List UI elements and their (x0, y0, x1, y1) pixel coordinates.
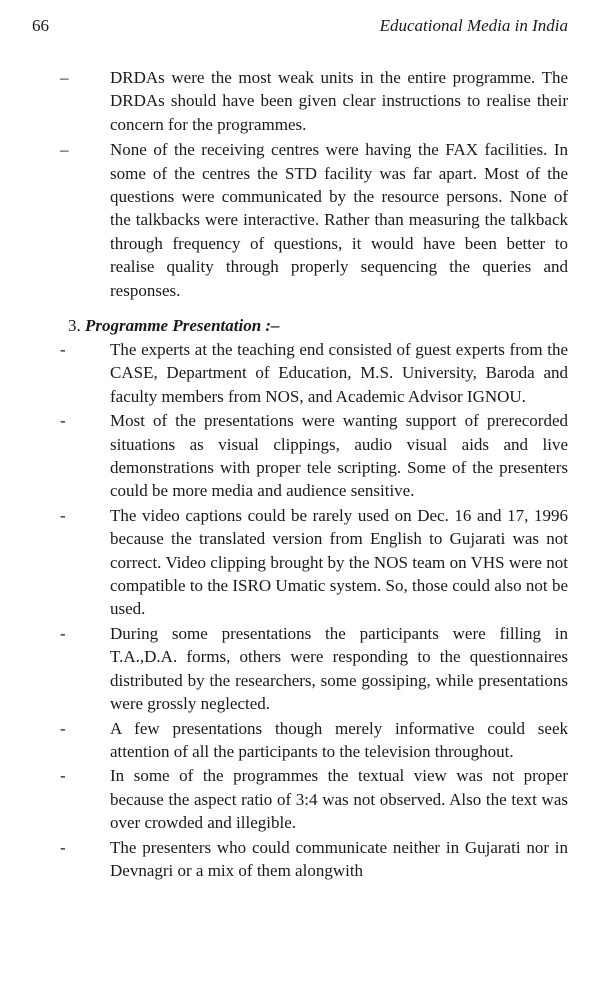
list-item-text: A few presentations though merely informative could seek attention of all the participants to the television throughout. (110, 718, 568, 761)
running-title: Educational Media in India (379, 16, 568, 35)
dash-bullet: - (60, 837, 66, 857)
dash-bullet: - (60, 340, 66, 359)
dash-bullet: – (60, 140, 69, 160)
list-item-text: None of the receiving centres were having the FAX facilities. In some of the centres the STD facility was far apart. Most of the questions were communicated by the resource persons. None of the talkbacks were interactive. Rather than measuring the talkback through frequency of questions, it would have been better to realise quality through properly sequencing the queries and responses. (110, 140, 568, 300)
list-item (60, 836, 568, 883)
list-item (60, 138, 568, 302)
page-number: 66 (32, 16, 49, 35)
list-item (60, 764, 568, 834)
list-item (60, 504, 568, 621)
list-item-text: The presenters who could communicate neither in Gujarati nor in Devnagri or a mix of them alongwith (110, 837, 568, 880)
list-item (60, 622, 568, 716)
list-item (60, 717, 568, 764)
list-item-text: In some of the programmes the textual view was not proper because the aspect ratio of 3:4 was not observed. Also the text was over crowded and illegible. (110, 766, 568, 833)
list-item-text: DRDAs were the most weak units in the entire programme. The DRDAs should have been given clear instructions to realise their concern for the programmes. (110, 68, 568, 134)
list-item-text: During some presentations the participants were filling in T.A.,D.A. forms, others were responding to the questionnaires distributed by the researchers, some gossiping, while presentations were grossly neglected. (110, 623, 568, 714)
dash-bullet: – (60, 68, 69, 87)
top-list (60, 66, 568, 302)
list-item (60, 409, 568, 503)
dash-bullet: - (60, 766, 66, 786)
list-item-text: The video captions could be rarely used on Dec. 16 and 17, 1996 because the translated version from English to Gujarati was not correct. Video clipping brought by the NOS team on VHS were not compatible to the ISRO Umatic system. So, those could also not be used. (110, 505, 568, 619)
dash-bullet: - (60, 411, 66, 431)
section-number: 3. (68, 316, 81, 335)
page-header (32, 16, 568, 40)
section-list (60, 338, 568, 882)
list-item-text: The experts at the teaching end consisted of guest experts from the CASE, Department of Education, M.S. University, Baroda and faculty members from NOS, and Academic Advisor IGNOU. (110, 340, 568, 406)
list-item (60, 338, 568, 408)
dash-bullet: - (60, 623, 66, 643)
dash-bullet: - (60, 505, 66, 525)
list-item (60, 66, 568, 136)
section-title: Programme Presentation :– (85, 316, 280, 335)
section-heading (68, 314, 280, 337)
list-item-text: Most of the presentations were wanting support of prerecorded situations as visual clippings, audio visual aids and live demonstrations with proper tele scripting. Some of the presenters could be more media and audience sensitive. (110, 411, 568, 501)
dash-bullet: - (60, 718, 66, 738)
